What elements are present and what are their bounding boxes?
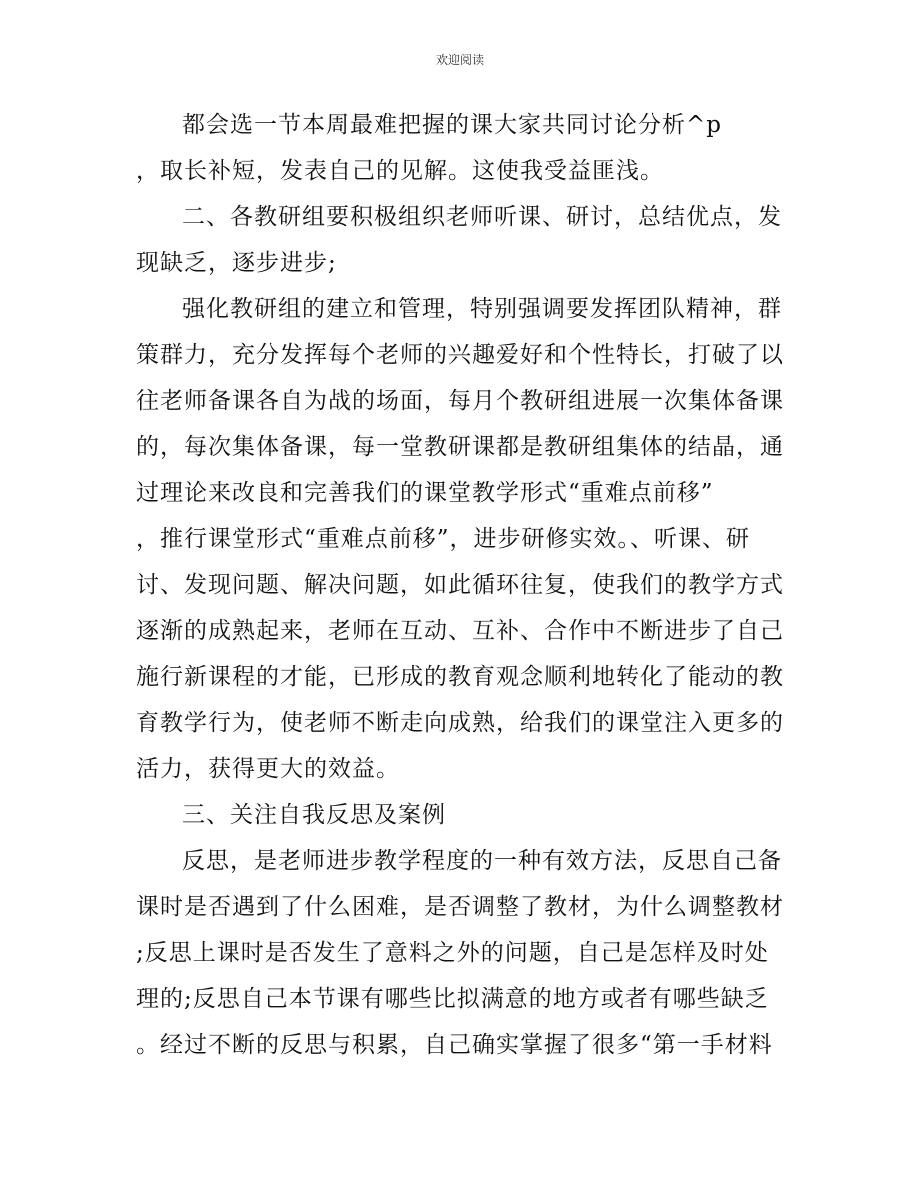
text-line: 活力，获得更大的效益。 (136, 756, 400, 782)
text-line: 过理论来改良和完善我们的课堂教学形式“重难点前移” (136, 480, 714, 506)
text-line: ，取长补短，发表自己的见解。这使我受益匪浅。 (136, 158, 664, 184)
text-line: 都会选一节本周最难把握的课大家共同讨论分析^p (182, 112, 722, 138)
text-line: 三、关注自我反思及案例 (182, 802, 446, 828)
text-line: 逐渐的成熟起来，老师在互动、互补、合作中不断进步了自己 (136, 618, 784, 644)
text-line: 。经过不断的反思与积累，自己确实掌握了很多“第一手材料 (136, 1032, 773, 1058)
text-line: ;反思上课时是否发生了意料之外的问题，自己是怎样及时处 (136, 940, 769, 966)
page-header: 欢迎阅读 (435, 53, 484, 67)
text-line: 现缺乏，逐步进步; (136, 250, 337, 276)
text-line: 策群力，充分发挥每个老师的兴趣爱好和个性特长，打破了以 (136, 342, 784, 368)
text-line: 二、各教研组要积极组织老师听课、研讨，总结优点，发 (182, 204, 782, 230)
text-line: 反思，是老师进步教学程度的一种有效方法，反思自己备 (182, 848, 782, 874)
text-line: ，推行课堂形式“重难点前移”，进步研修实效。、听课、研 (136, 526, 751, 552)
text-line: 施行新课程的才能，已形成的教育观念顺利地转化了能动的教 (136, 664, 784, 690)
text-line: 育教学行为，使老师不断走向成熟，给我们的课堂注入更多的 (136, 710, 784, 736)
text-line: 强化教研组的建立和管理，特别强调要发挥团队精神，群 (182, 296, 782, 322)
text-line: 的，每次集体备课，每一堂教研课都是教研组集体的结晶，通 (136, 434, 784, 460)
document-body (136, 106, 786, 1064)
text-line: 课时是否遇到了什么困难，是否调整了教材，为什么调整教材 (136, 894, 784, 920)
text-line: 理的;反思自己本节课有哪些比拟满意的地方或者有哪些缺乏 (136, 986, 769, 1012)
text-line: 讨、发现问题、解决问题，如此循环往复，使我们的教学方式 (136, 572, 784, 598)
text-line: 往老师备课各自为战的场面，每月个教研组进展一次集体备课 (136, 388, 784, 414)
